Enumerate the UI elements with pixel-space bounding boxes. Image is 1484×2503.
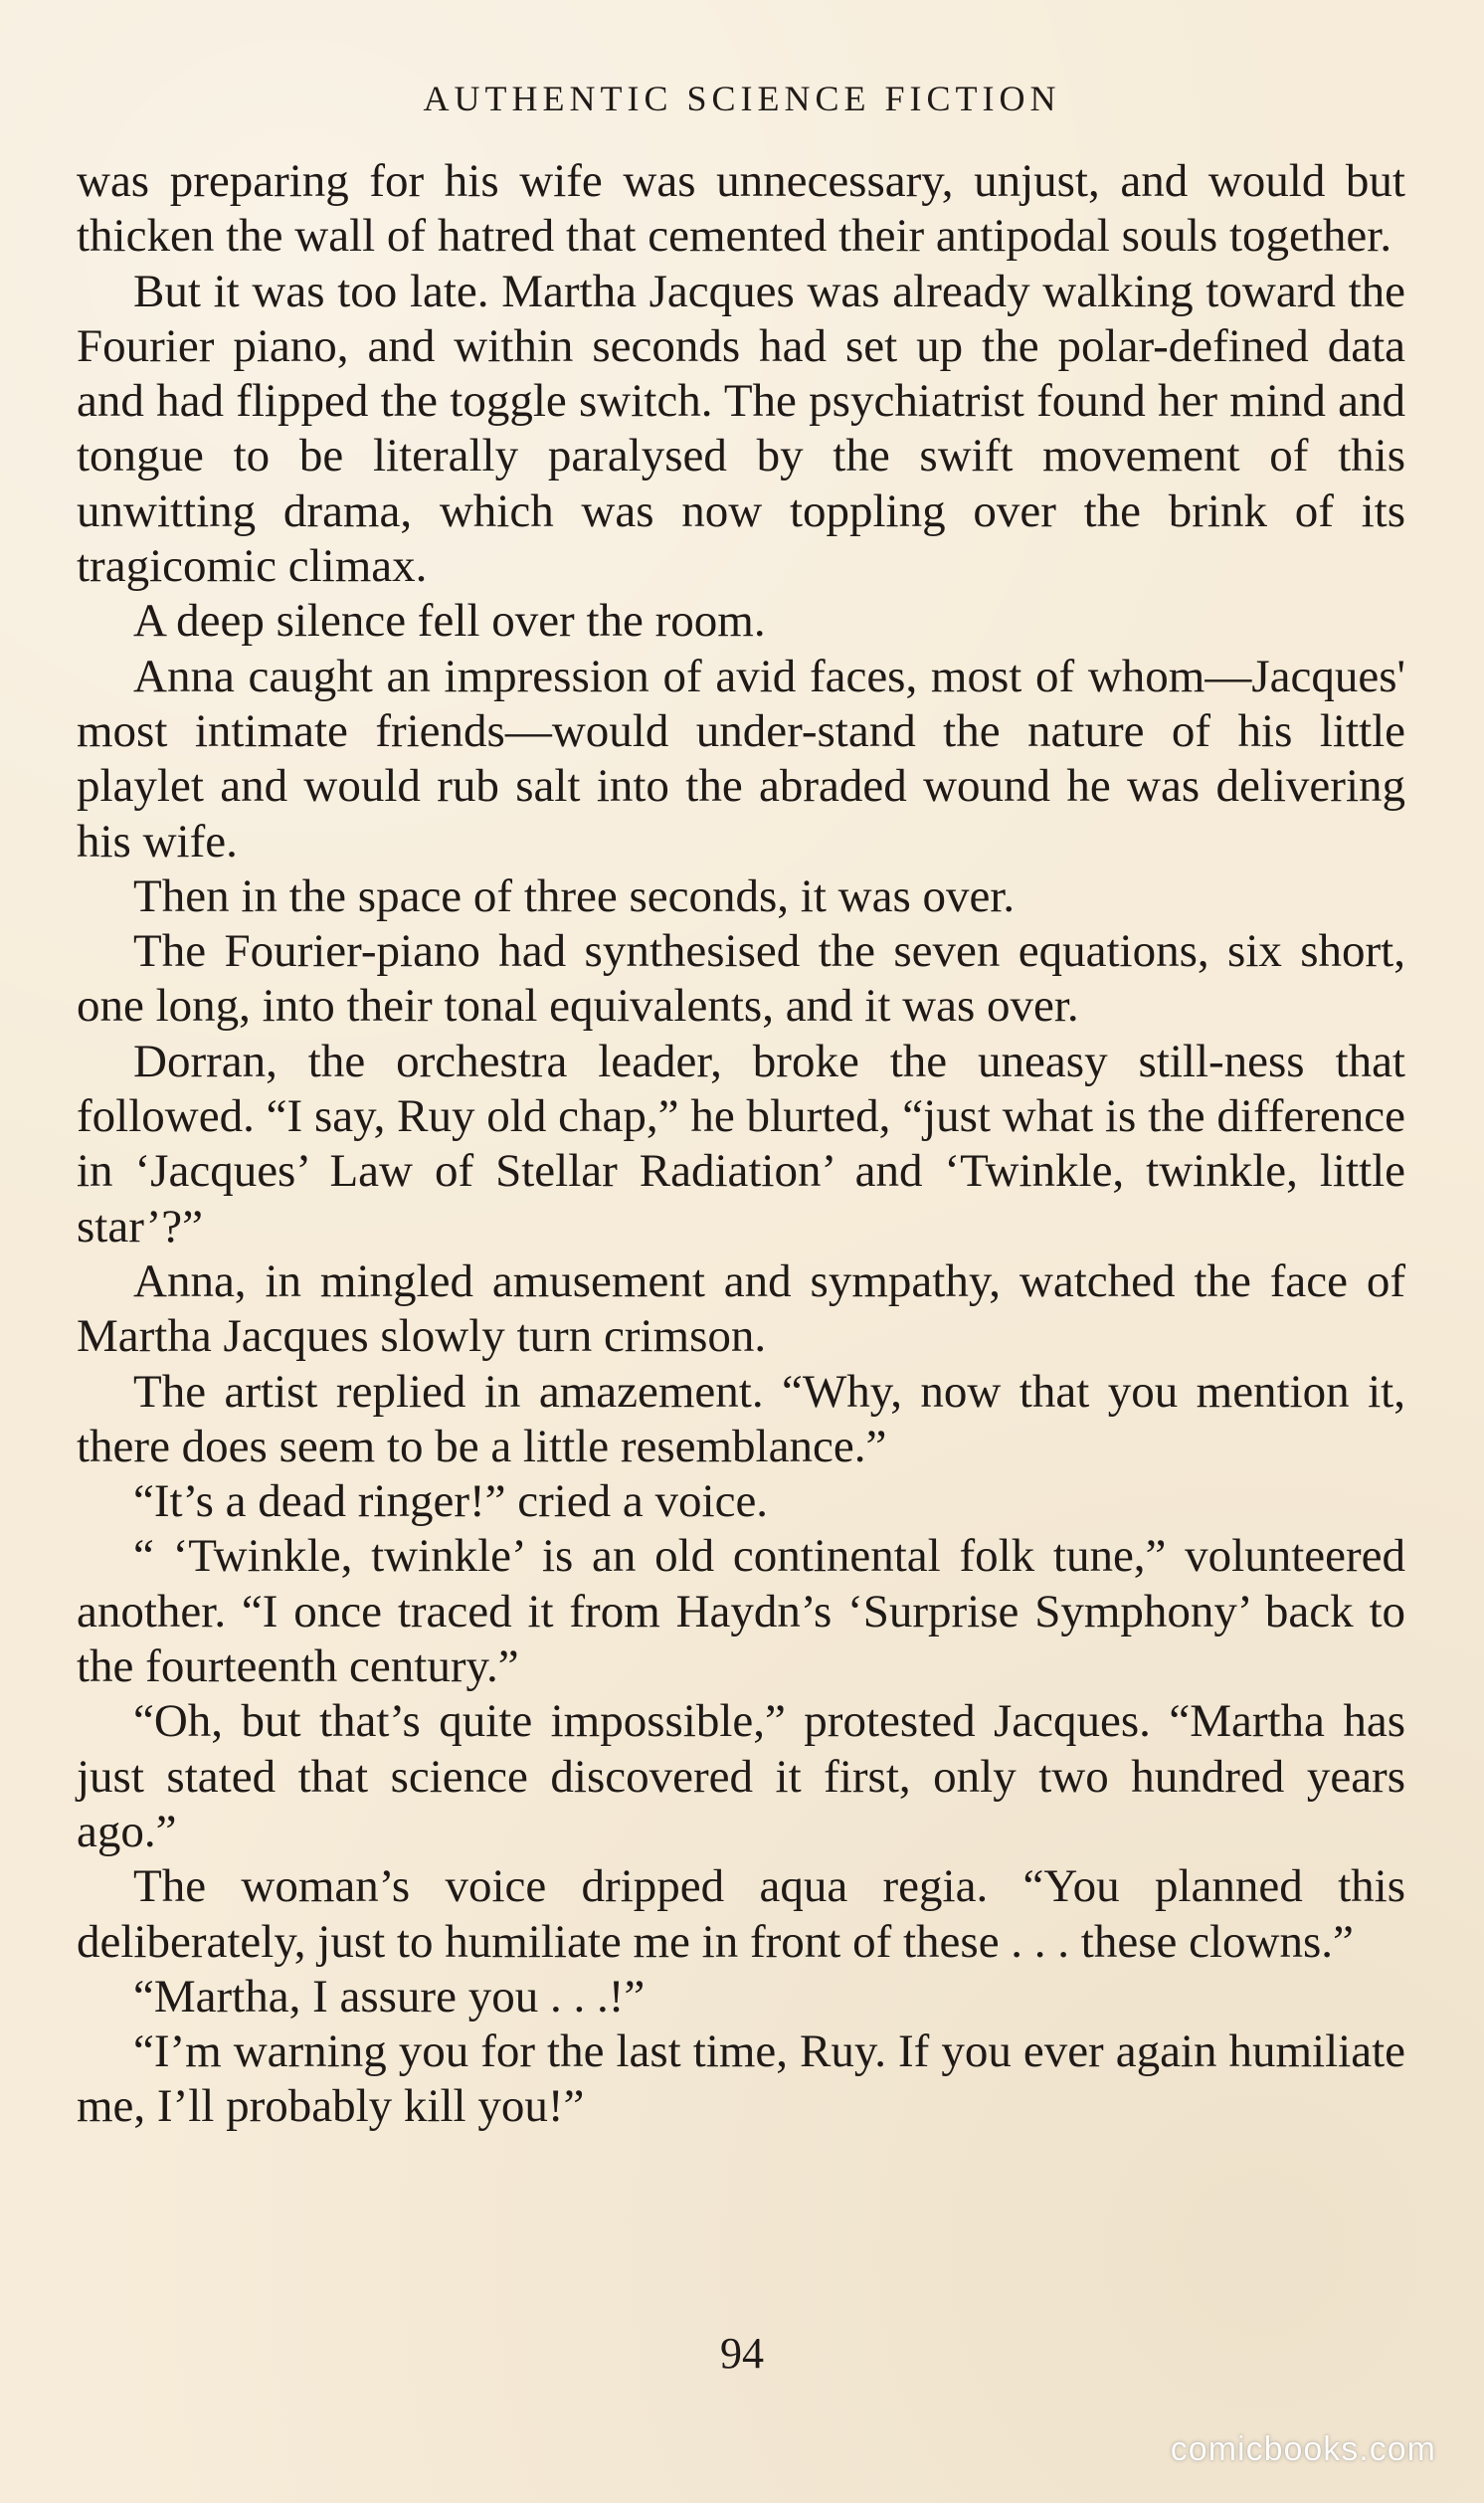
- source-watermark: comicbooks.com: [1170, 2430, 1436, 2468]
- paragraph-8: Anna, in mingled amusement and sympathy, watched the face of Martha Jacques slowly turn crimson.: [77, 1254, 1405, 1363]
- paragraph-3: A deep silence fell over the room.: [133, 595, 766, 648]
- paragraph-10: “It’s a dead ringer!” cried a voice.: [133, 1475, 769, 1528]
- paragraph-5: Then in the space of three seconds, it was over.: [133, 869, 1016, 922]
- body-text: [77, 154, 1405, 2135]
- page-number: 94: [720, 2329, 764, 2378]
- running-header: AUTHENTIC SCIENCE FICTION: [423, 79, 1061, 118]
- paragraph-15: “I’m warning you for the last time, Ruy. If you ever again humiliate me, I’ll probably kill you!”: [77, 2025, 1405, 2133]
- paragraph-13: The woman’s voice dripped aqua regia. “You planned this deliberately, just to humiliate me in front of these . . . these clowns.”: [77, 1860, 1405, 1968]
- paragraph-11: “ ‘Twinkle, twinkle’ is an old continental folk tune,” volunteered another. “I once traced it from Haydn’s ‘Surprise Symphony’ back to the fourteenth century.”: [77, 1530, 1405, 1693]
- paragraph-14: “Martha, I assure you . . .!”: [133, 1970, 646, 2022]
- paragraph-4: Anna caught an impression of avid faces, most of whom—Jacques' most intimate friends—would under-stand the nature of his little playlet and would rub salt into the abraded wound he was delivering his wife.: [77, 650, 1405, 867]
- paragraph-12: “Oh, but that’s quite impossible,” protested Jacques. “Martha has just stated that science discovered it first, only two hundred years ago.”: [77, 1695, 1405, 1857]
- paragraph-1: was preparing for his wife was unnecessary, unjust, and would but thicken the wall of hatred that cemented their antipodal souls together.: [77, 155, 1405, 263]
- paragraph-6: The Fourier-piano had synthesised the seven equations, six short, one long, into their tonal equivalents, and it was over.: [77, 925, 1405, 1033]
- paragraph-7: Dorran, the orchestra leader, broke the uneasy still-ness that followed. “I say, Ruy old chap,” he blurted, “just what is the difference in ‘Jacques’ Law of Stellar Radiation’ and ‘Twinkle, twinkle, little star’?”: [77, 1035, 1405, 1252]
- paragraph-9: The artist replied in amazement. “Why, now that you mention it, there does seem to be a little resemblance.”: [77, 1365, 1405, 1472]
- paragraph-2: But it was too late. Martha Jacques was already walking toward the Fourier piano, and within seconds had set up the polar-defined data and had flipped the toggle switch. The psychiatrist found her mind and tongue to be literally paralysed by the swift movement of this unwitting drama, which was now toppling over the brink of its tragicomic climax.: [77, 265, 1405, 593]
